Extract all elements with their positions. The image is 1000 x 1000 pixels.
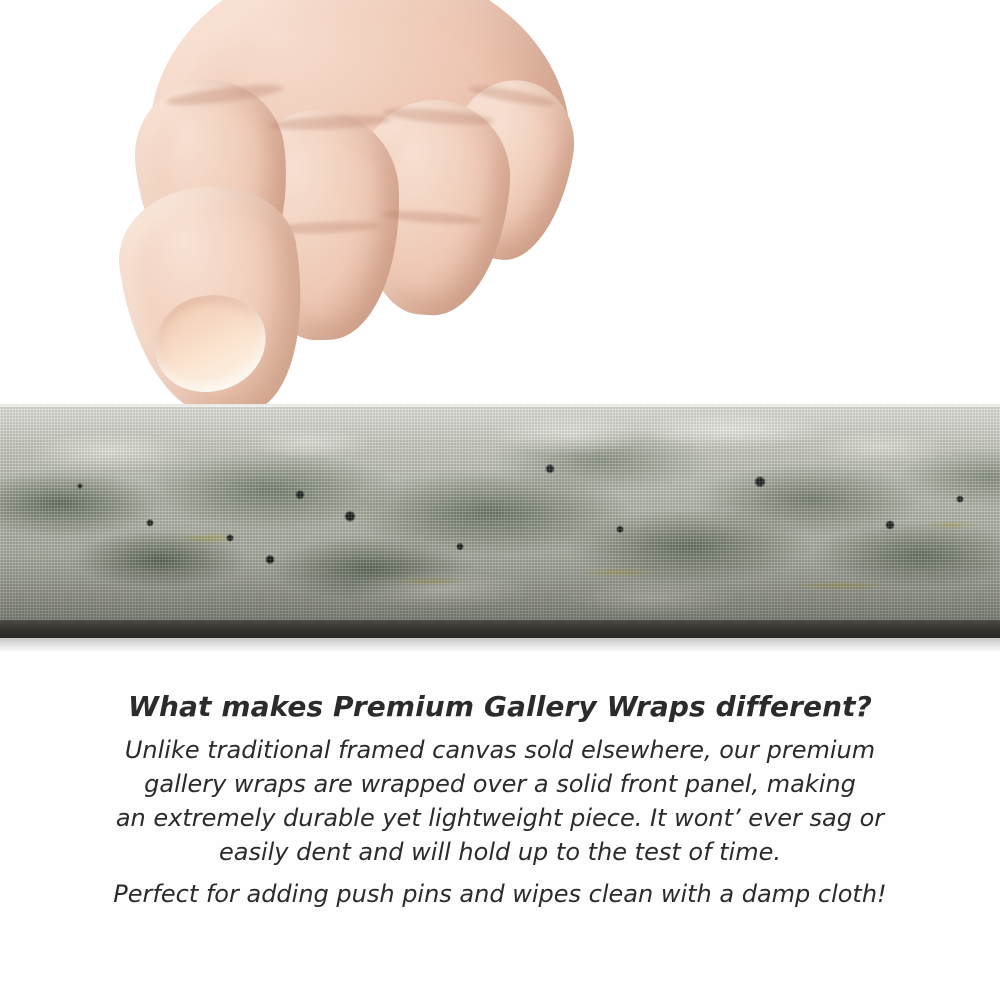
caption-heading: What makes Premium Gallery Wraps different? — [128, 690, 872, 723]
caption-line-3: an extremely durable yet lightweight piece. It wont’ ever sag or — [115, 804, 885, 833]
thumbnail — [143, 282, 277, 405]
caption-line-5: Perfect for adding push pins and wipes clean with a damp cloth! — [113, 880, 887, 909]
edge-top-highlight — [0, 404, 1000, 407]
caption-line-4: easily dent and will hold up to the test of time. — [218, 838, 781, 867]
caption-line-1: Unlike traditional framed canvas sold elsewhere, our premium — [124, 736, 876, 764]
caption-line-2: gallery wraps are wrapped over a solid front panel, making — [144, 770, 856, 799]
backing-board — [0, 620, 1000, 638]
hand-graphic — [120, 0, 580, 430]
caption-block — [0, 690, 1000, 911]
backing-drop-shadow — [0, 638, 1000, 652]
edge-shading — [0, 404, 1000, 620]
canvas-wrap-edge — [0, 404, 1000, 620]
